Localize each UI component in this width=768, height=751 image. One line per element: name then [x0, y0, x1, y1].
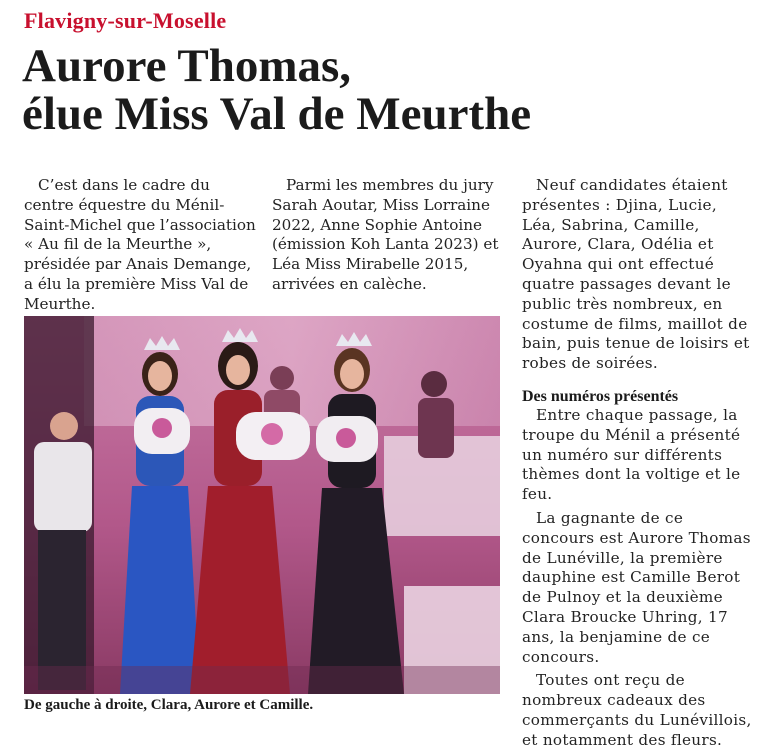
paragraph: Entre chaque passage, la troupe du Ménil a présenté un numéro sur différents thèmes dont la voltige et le feu. — [522, 405, 741, 504]
paragraph: Toutes ont reçu de nombreux cadeaux des commerçants du Lunévillois, et notamment des fleurs. — [522, 671, 752, 749]
headline — [22, 42, 742, 138]
article-column-1 — [24, 176, 262, 315]
paragraph: Neuf candidates étaient présentes : Djina, Lucie, Léa, Sabrina, Camille, Aurore, Clara, Odélia et Oyahna qui ont effectué quatre passages devant le public très nombreux, en costume de films, maillot de bain, puis tenue de loisirs et robes de soirées. — [522, 176, 750, 373]
paragraph: C’est dans le cadre du centre équestre du Ménil-Saint-Michel que l’association « Au fil de la Meurthe », présidée par Anais Demange, a élu la première Miss Val de Meurthe. — [24, 176, 256, 313]
photo-caption: De gauche à droite, Clara, Aurore et Camille. — [24, 697, 314, 713]
article-column-2 — [272, 176, 502, 295]
article-column-3 — [522, 176, 752, 751]
subheading: Des numéros présentés — [522, 387, 679, 405]
headline-line-2: élue Miss Val de Meurthe — [22, 88, 532, 140]
article-photo — [24, 316, 500, 694]
headline-line-1: Aurore Thomas, — [22, 40, 352, 92]
paragraph: Parmi les membres du jury Sarah Aoutar, Miss Lorraine 2022, Anne Sophie Antoine (émission Koh Lanta 2023) et Léa Miss Mirabelle 2015, arrivées en calèche. — [272, 176, 499, 293]
section-kicker: Flavigny-sur-Moselle — [24, 8, 227, 33]
photo-illustration — [24, 316, 500, 694]
paragraph: La gagnante de ce concours est Aurore Thomas de Lunéville, la première dauphine est Camille Berot de Pulnoy et la deuxième Clara Broucke Uhring, 17 ans, la benjamine de ce concours. — [522, 508, 751, 666]
